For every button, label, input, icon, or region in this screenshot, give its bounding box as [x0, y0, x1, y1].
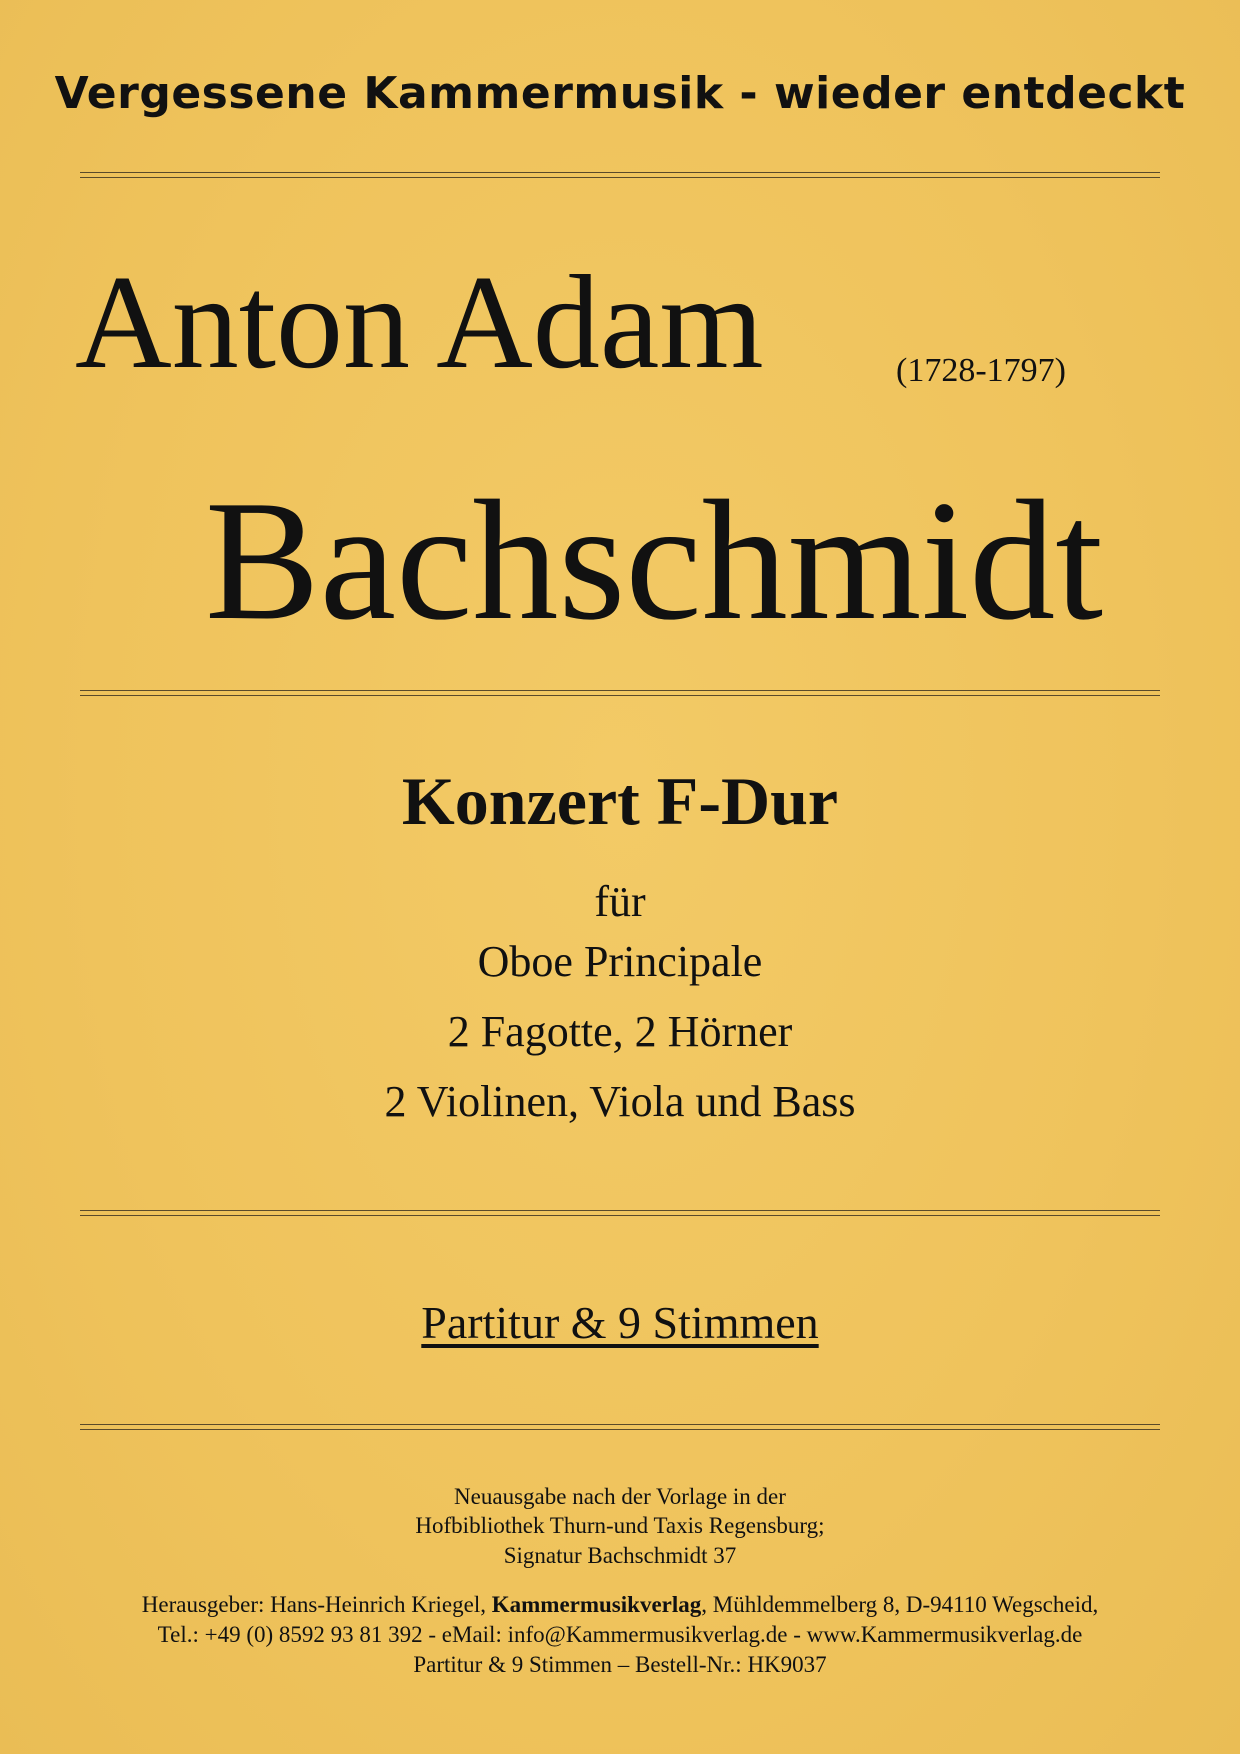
work-title: Konzert F-Dur	[401, 763, 839, 839]
composer-last-name: Bachschmidt	[205, 466, 1104, 656]
publisher-contact: Tel.: +49 (0) 8592 93 81 392 - eMail: info@Kammermusikverlag.de - www.Kammermusikverlag.de	[157, 1622, 1083, 1647]
composer-first-names: Anton Adam	[75, 248, 764, 396]
instrumentation-line: 2 Fagotte, 2 Hörner	[447, 1007, 793, 1056]
composer-dates: (1728-1797)	[896, 352, 1066, 389]
edition-type: Partitur & 9 Stimmen	[421, 1297, 819, 1348]
source-note-line: Signatur Bachschmidt 37	[503, 1543, 737, 1568]
instrumentation-line: 2 Violinen, Viola und Bass	[384, 1077, 856, 1126]
double-rule-divider	[80, 1424, 1160, 1430]
publisher-name: Kammermusikverlag	[491, 1592, 702, 1617]
double-rule-divider	[80, 172, 1160, 178]
double-rule-divider	[80, 690, 1160, 696]
order-number: Partitur & 9 Stimmen – Bestell-Nr.: HK9037	[413, 1652, 827, 1677]
instrumentation-line: Oboe Principale	[477, 937, 763, 986]
source-note-line: Neuausgabe nach der Vorlage in der	[454, 1484, 786, 1509]
series-title: Vergessene Kammermusik - wieder entdeckt	[54, 68, 1186, 119]
double-rule-divider	[80, 1210, 1160, 1216]
publisher-line	[0, 1592, 1240, 1618]
for-label: für	[594, 877, 646, 926]
publisher-address: , Mühldemmelberg 8, D-94110 Wegscheid,	[701, 1592, 1099, 1617]
publisher-prefix: Herausgeber: Hans-Heinrich Kriegel,	[141, 1592, 492, 1617]
source-note-line: Hofbibliothek Thurn-und Taxis Regensburg;	[415, 1513, 825, 1538]
